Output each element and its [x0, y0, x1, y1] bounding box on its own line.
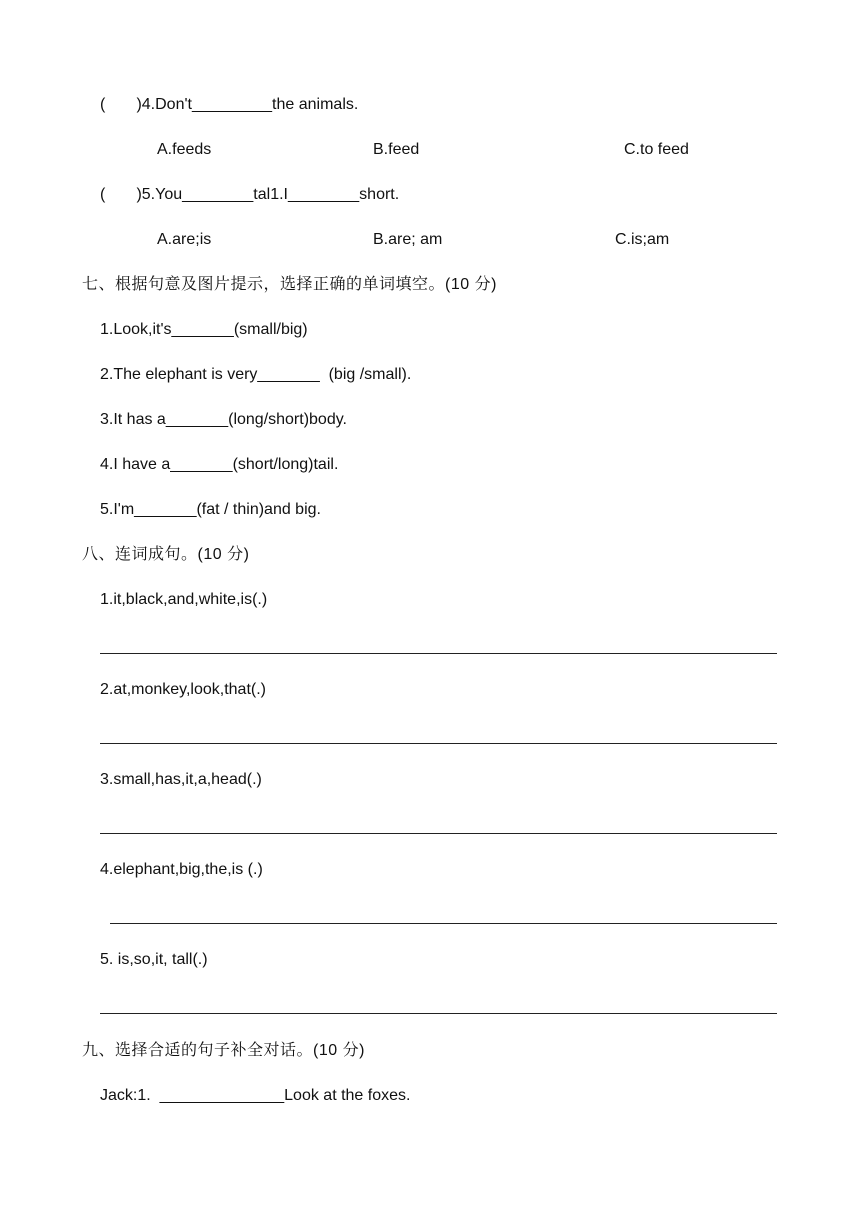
section-8-item-5: 5. is,so,it, tall(.) [100, 951, 208, 968]
section-8-heading: 八、连词成句。(10 分) [82, 546, 250, 563]
question-4-option-a: A.feeds [157, 141, 212, 158]
section-9-heading: 九、选择合适的句子补全对话。(10 分) [82, 1042, 365, 1059]
section-7-item-1: 1.Look,it's_______(small/big) [100, 321, 308, 338]
dialogue-line-1: Jack:1. ______________Look at the foxes. [100, 1087, 411, 1104]
section-8-item-3: 3.small,has,it,a,head(.) [100, 771, 262, 788]
section-8-item-4: 4.elephant,big,the,is (.) [100, 861, 263, 878]
question-4-stem: ( )4.Don't_________the animals. [100, 96, 359, 113]
question-5-option-c: C.is;am [615, 231, 670, 248]
answer-line-4[interactable] [110, 923, 777, 924]
answer-line-2[interactable] [100, 743, 777, 744]
question-4-option-b: B.feed [373, 141, 420, 158]
section-8-item-2: 2.at,monkey,look,that(.) [100, 681, 266, 698]
section-8-item-1: 1.it,black,and,white,is(.) [100, 591, 268, 608]
section-7-item-5: 5.I'm_______(fat / thin)and big. [100, 501, 321, 518]
answer-line-5[interactable] [100, 1013, 777, 1014]
section-7-heading: 七、根据句意及图片提示，选择正确的单词填空。(10 分) [82, 276, 497, 293]
section-7-item-3: 3.It has a_______(long/short)body. [100, 411, 347, 428]
answer-line-3[interactable] [100, 833, 777, 834]
answer-line-1[interactable] [100, 653, 777, 654]
question-5-option-a: A.are;is [157, 231, 212, 248]
question-5-stem: ( )5.You________tal1.I________short. [100, 186, 400, 203]
question-5-option-b: B.are; am [373, 231, 443, 248]
question-4-option-c: C.to feed [624, 141, 689, 158]
section-7-item-4: 4.I have a_______(short/long)tail. [100, 456, 339, 473]
section-7-item-2: 2.The elephant is very_______ (big /small). [100, 366, 412, 383]
